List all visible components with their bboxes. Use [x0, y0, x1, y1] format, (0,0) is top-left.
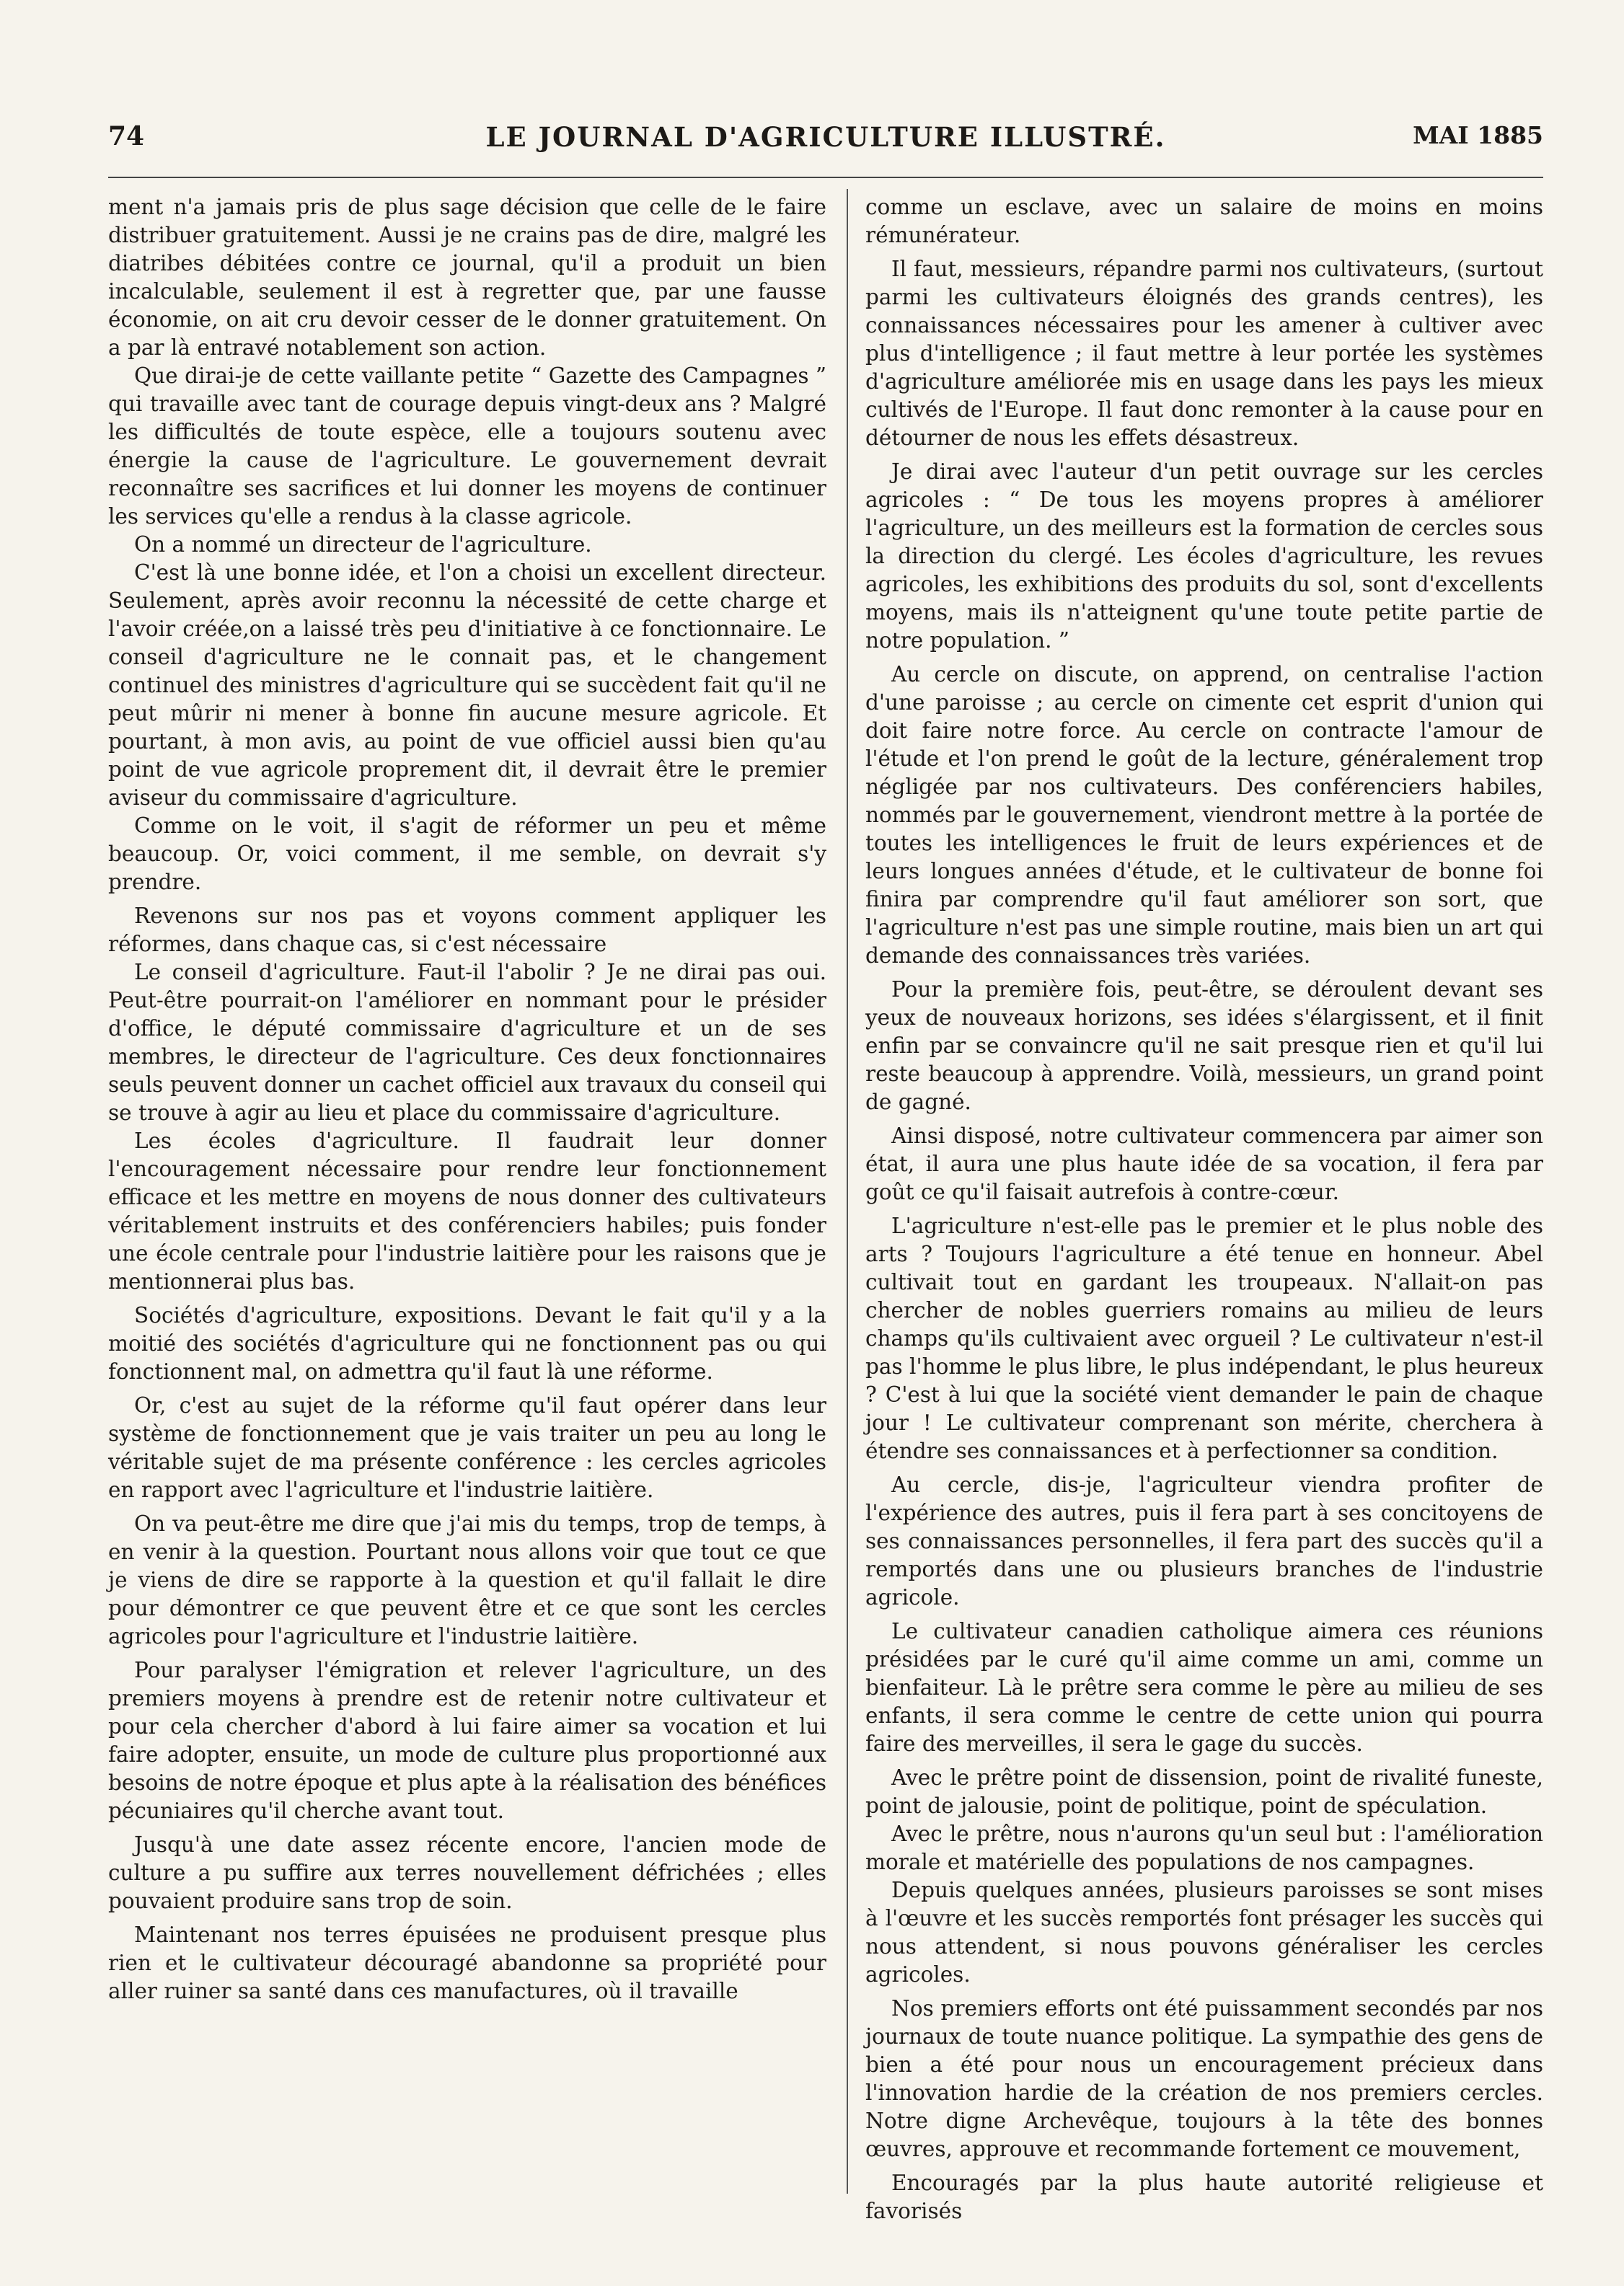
journal-title: LE JOURNAL D'AGRICULTURE ILLUSTRÉ.: [485, 121, 1166, 153]
paragraph: L'agriculture n'est-elle pas le premier et le plus noble des arts ? Toujours l'agriculture a été tenue en honneur. Abel cultivait tout en gardant les troupeaux. N'allait-on pas chercher de nobles guerriers romains au milieu de leurs champs qu'ils cultivaient avec orgueil ? Le cultivateur n'est-il pas l'homme le plus libre, le plus indépendant, le plus heureux ? C'est à lui que la société vient demander le pain de chaque jour ! Le cultivateur comprenant son mérite, cherchera à étendre ses connaissances et à perfectionner sa condition.: [865, 1214, 1543, 1463]
paragraph: Avec le prêtre point de dissension, point de rivalité funeste, point de jalousie, point de politique, point de spéculation.: [865, 1765, 1543, 1818]
paragraph: Avec le prêtre, nous n'aurons qu'un seul but : l'amélioration morale et matérielle des populations de nos campagnes.: [865, 1822, 1543, 1874]
paragraph: Jusqu'à une date assez récente encore, l'ancien mode de culture a pu suffire aux terres nouvellement défrichées ; elles pouvaient produire sans trop de soin.: [108, 1832, 826, 1913]
paragraph: Il faut, messieurs, répandre parmi nos cultivateurs, (surtout parmi les cultivateurs éloignés des grands centres), les connaissances nécessaires pour les amener à cultiver avec plus d'intelligence ; il faut mettre à leur portée les systèmes d'agriculture améliorée mis en usage dans les pays les mieux cultivés de l'Europe. Il faut donc remonter à la cause pour en détourner de nous les effets désastreux.: [865, 257, 1543, 450]
page-header: [108, 121, 1543, 164]
page-number: 74: [108, 121, 145, 151]
header-rule: [108, 177, 1543, 178]
paragraph: Encouragés par la plus haute autorité religieuse et favorisés: [865, 2171, 1543, 2223]
paragraph: Revenons sur nos pas et voyons comment appliquer les réformes, dans chaque cas, si c'est nécessaire: [108, 904, 826, 956]
paragraph: Au cercle, dis-je, l'agriculteur viendra profiter de l'expérience des autres, puis il fera part à ses concitoyens de ses connaissances personnelles, il fera part des succès qu'il a remportés dans une ou plusieurs branches de l'industrie agricole.: [865, 1473, 1543, 1610]
left-column: [108, 193, 826, 2005]
paragraph: Pour paralyser l'émigration et relever l'agriculture, un des premiers moyens à prendre est de retenir notre cultivateur et pour cela chercher d'abord à lui faire aimer sa vocation et lui faire adopter, ensuite, un mode de culture plus proportionné aux besoins de notre époque et plus apte à la réalisation des bénéfices pécuniaires qu'il cherche avant tout.: [108, 1658, 826, 1823]
paragraph: On a nommé un directeur de l'agriculture.: [134, 532, 592, 557]
paragraph: Ainsi disposé, notre cultivateur commencera par aimer son état, il aura une plus haute idée de sa vocation, il fera par goût ce qu'il faisait autrefois à contre-cœur.: [865, 1124, 1543, 1204]
paragraph: comme un esclave, avec un salaire de moins en moins rémunérateur.: [865, 195, 1543, 247]
paragraph: Depuis quelques années, plusieurs paroisses se sont mises à l'œuvre et les succès remportés font présager les succès qui nous attendent, si nous pouvons généraliser les cercles agricoles.: [865, 1878, 1543, 1987]
paragraph: Je dirai avec l'auteur d'un petit ouvrage sur les cercles agricoles : “ De tous les moyens propres à améliorer l'agriculture, un des meilleurs est la formation de cercles sous la direction du clergé. Les écoles d'agriculture, les revues agricoles, les exhibitions des produits du sol, sont d'excellents moyens, mais ils n'atteignent qu'une toute petite partie de notre population. ”: [865, 459, 1543, 653]
paragraph: Les écoles d'agriculture. Il faudrait leur donner l'encouragement nécessaire pour rendre leur fonctionnement efficace et les mettre en moyens de nous donner des cultivateurs véritablement instruits et des conférenciers habiles; puis fonder une école centrale pour l'industrie laitière pour les raisons que je mentionnerai plus bas.: [108, 1129, 826, 1294]
paragraph: C'est là une bonne idée, et l'on a choisi un excellent directeur. Seulement, après avoir reconnu la nécessité de cette charge et l'avoir créée,on a laissé très peu d'initiative à ce fonctionnaire. Le conseil d'agriculture ne le connait pas, et le changement continuel des ministres d'agriculture qui se succèdent fait qu'il ne peut mûrir ni mener à bonne fin aucune mesure agricole. Et pourtant, à mon avis, au point de vue officiel aussi bien qu'au point de vue agricole proprement dit, il devrait être le premier aviseur du commissaire d'agriculture.: [108, 560, 826, 810]
column-divider: [847, 189, 848, 2194]
paragraph: Sociétés d'agriculture, expositions. Devant le fait qu'il y a la moitié des sociétés d'agriculture qui ne fonctionnent pas ou qui fonctionnent mal, on admettra qu'il faut là une réforme.: [108, 1303, 826, 1384]
issue-date: MAI 1885: [1413, 121, 1543, 149]
paragraph: Maintenant nos terres épuisées ne produisent presque plus rien et le cultivateur découragé abandonne sa propriété pour aller ruiner sa santé dans ces manufactures, où il travaille: [108, 1923, 826, 2003]
paragraph: Comme on le voit, il s'agit de réformer un peu et même beaucoup. Or, voici comment, il me semble, on devrait s'y prendre.: [108, 813, 826, 894]
paragraph: Nos premiers efforts ont été puissamment secondés par nos journaux de toute nuance politique. La sympathie des gens de bien a été pour nous un encouragement précieux dans l'innovation hardie de la création de nos premiers cercles. Notre digne Archevêque, toujours à la tête des bonnes œuvres, approuve et recommande fortement ce mouvement,: [865, 1996, 1543, 2161]
paragraph: Le cultivateur canadien catholique aimera ces réunions présidées par le curé qu'il aime comme un ami, comme un bienfaiteur. Là le prêtre sera comme le père au milieu de ses enfants, il sera comme le centre de cette union qui pourra faire des merveilles, il sera le gage du succès.: [865, 1619, 1543, 1756]
right-column: [865, 193, 1543, 2225]
paragraph: Que dirai-je de cette vaillante petite “ Gazette des Campagnes ” qui travaille avec tant de courage depuis vingt-deux ans ? Malgré les difficultés de toute espèce, elle a toujours soutenu avec énergie la cause de l'agriculture. Le gouvernement devrait reconnaître ses sacrifices et lui donner les moyens de continuer les services qu'elle a rendus à la classe agricole.: [108, 363, 826, 529]
paragraph: On va peut-être me dire que j'ai mis du temps, trop de temps, à en venir à la question. Pourtant nous allons voir que tout ce que je viens de dire se rapporte à la question et qu'il fallait le dire pour démontrer ce que peuvent être et ce que sont les cercles agricoles pour l'agriculture et l'industrie laitière.: [108, 1512, 826, 1649]
paragraph: Au cercle on discute, on apprend, on centralise l'action d'une paroisse ; au cercle on cimente cet esprit d'union qui doit faire notre force. Au cercle on contracte l'amour de l'étude et l'on prend le goût de la lecture, généralement trop négligée par nos cultivateurs. Des conférenciers habiles, nommés par le gouvernement, viendront mettre à la portée de toutes les intelligences le fruit de leurs expériences et de leurs longues années d'étude, et le cultivateur de bonne foi finira par comprendre qu'il faut améliorer son sort, que l'agriculture n'est pas une simple routine, mais bien un art qui demande des connaissances très variées.: [865, 662, 1543, 968]
paragraph: Pour la première fois, peut-être, se déroulent devant ses yeux de nouveaux horizons, ses idées s'élargissent, et il finit enfin par se convaincre qu'il ne sait presque rien et qu'il lui reste beaucoup à apprendre. Voilà, messieurs, un grand point de gagné.: [865, 977, 1543, 1114]
paragraph: Or, c'est au sujet de la réforme qu'il faut opérer dans leur système de fonctionnement que je vais traiter un peu au long le véritable sujet de ma présente conférence : les cercles agricoles en rapport avec l'agriculture et l'industrie laitière.: [108, 1393, 826, 1502]
paragraph: Le conseil d'agriculture. Faut-il l'abolir ? Je ne dirai pas oui. Peut-être pourrait-on l'améliorer en nommant pour le présider d'office, le député commissaire d'agriculture et un de ses membres, le directeur de l'agriculture. Ces deux fonctionnaires seuls peuvent donner un cachet officiel aux travaux du conseil qui se trouve à agir au lieu et place du commissaire d'agriculture.: [108, 960, 826, 1125]
paragraph: ment n'a jamais pris de plus sage décision que celle de le faire distribuer gratuitement. Aussi je ne crains pas de dire, malgré les diatribes débitées contre ce journal, qu'il a produit un bien incalculable, seulement il est à regretter que, par une fausse économie, on ait cru devoir cesser de le donner gratuitement. On a par là entravé notablement son action.: [108, 195, 826, 360]
